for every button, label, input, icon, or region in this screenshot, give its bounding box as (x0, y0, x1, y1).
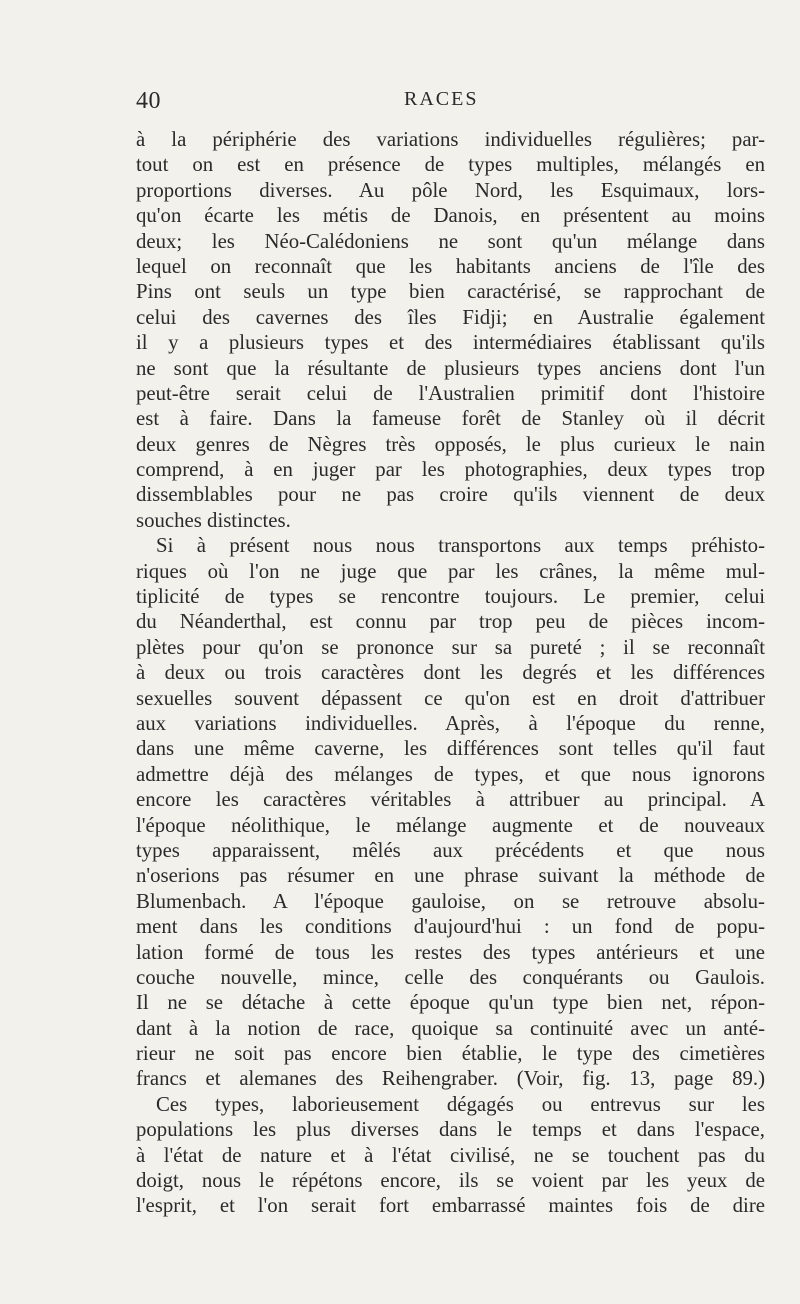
text-line: à l'état de nature et à l'état civilisé, ne se touchent pas du (136, 1143, 765, 1167)
text-line: francs et alemanes des Reihengraber. (Voir, fig. 13, page 89.) (136, 1067, 765, 1091)
text-line: aux variations individuelles. Après, à l'époque du renne, (136, 711, 765, 735)
text-line: qu'on écarte les métis de Danois, en présentent au moins (136, 204, 765, 228)
text-line: lequel on reconnaît que les habitants anciens de l'île des (136, 254, 765, 278)
text-line: du Néanderthal, est connu par trop peu de pièces incom- (136, 610, 765, 634)
text-line: lation formé de tous les restes des types antérieurs et une (136, 940, 765, 964)
text-line: Ces types, laborieusement dégagés ou entrevus sur les (156, 1092, 765, 1116)
text-line: riques où l'on ne juge que par les crânes, la même mul- (136, 559, 765, 583)
text-line: à deux ou trois caractères dont les degrés et les différences (136, 661, 765, 685)
text-line: souches distinctes. (136, 508, 291, 532)
page-number: 40 (136, 88, 161, 114)
text-line: types apparaissent, mêlés aux précédents et que nous (136, 838, 765, 862)
text-line: à la périphérie des variations individuelles régulières; par- (136, 128, 765, 151)
body-text (136, 127, 765, 1219)
text-line: celui des cavernes des îles Fidji; en Australie également (136, 305, 765, 329)
text-line: tout on est en présence de types multiples, mélangés en (136, 153, 765, 177)
text-line: deux genres de Nègres très opposés, le plus curieux le nain (136, 432, 765, 456)
text-line: admettre déjà des mélanges de types, et que nous ignorons (136, 762, 765, 786)
text-line: encore les caractères véritables à attribuer au principal. A (136, 788, 765, 812)
text-line: proportions diverses. Au pôle Nord, les Esquimaux, lors- (136, 178, 765, 202)
running-title: RACES (404, 88, 479, 110)
text-line: n'oserions pas résumer en une phrase suivant la méthode de (136, 864, 765, 888)
text-line: plètes pour qu'on se prononce sur sa pureté ; il se reconnaît (136, 635, 765, 659)
text-line: l'esprit, et l'on serait fort embarrassé maintes fois de dire (136, 1194, 765, 1218)
text-line: doigt, nous le répétons encore, ils se voient par les yeux de (136, 1169, 765, 1193)
text-line: rieur ne soit pas encore bien établie, le type des cimetières (136, 1042, 765, 1066)
text-line: Pins ont seuls un type bien caractérisé, se rapprochant de (136, 280, 765, 304)
text-line: ne sont que la résultante de plusieurs types anciens dont l'un (136, 356, 765, 380)
text-line: dans une même caverne, les différences sont telles qu'il faut (136, 737, 765, 761)
text-line: Il ne se détache à cette époque qu'un type bien net, répon- (136, 991, 765, 1015)
text-line: Si à présent nous nous transportons aux temps préhisto- (156, 534, 765, 558)
text-line: comprend, à en juger par les photographies, deux types trop (136, 458, 765, 482)
text-line: sexuelles souvent dépassent ce qu'on est en droit d'attribuer (136, 686, 765, 710)
text-line: couche nouvelle, mince, celle des conquérants ou Gaulois. (136, 965, 765, 989)
text-line: est à faire. Dans la fameuse forêt de Stanley où il décrit (136, 407, 765, 431)
page-header (0, 88, 800, 128)
text-line: populations les plus diverses dans le temps et dans l'espace, (136, 1118, 765, 1142)
text-line: peut-être serait celui de l'Australien primitif dont l'histoire (136, 381, 765, 405)
text-line: ment dans les conditions d'aujourd'hui : un fond de popu- (136, 915, 765, 939)
text-line: l'époque néolithique, le mélange augmente et de nouveaux (136, 813, 765, 837)
text-line: tiplicité de types se rencontre toujours. Le premier, celui (136, 585, 765, 609)
text-line: deux; les Néo-Calédoniens ne sont qu'un mélange dans (136, 229, 765, 253)
text-line: Blumenbach. A l'époque gauloise, on se retrouve absolu- (136, 889, 765, 913)
text-line: dissemblables pour ne pas croire qu'ils viennent de deux (136, 483, 765, 507)
text-line: dant à la notion de race, quoique sa continuité avec un anté- (136, 1016, 765, 1040)
text-line: il y a plusieurs types et des intermédiaires établissant qu'ils (136, 331, 765, 355)
